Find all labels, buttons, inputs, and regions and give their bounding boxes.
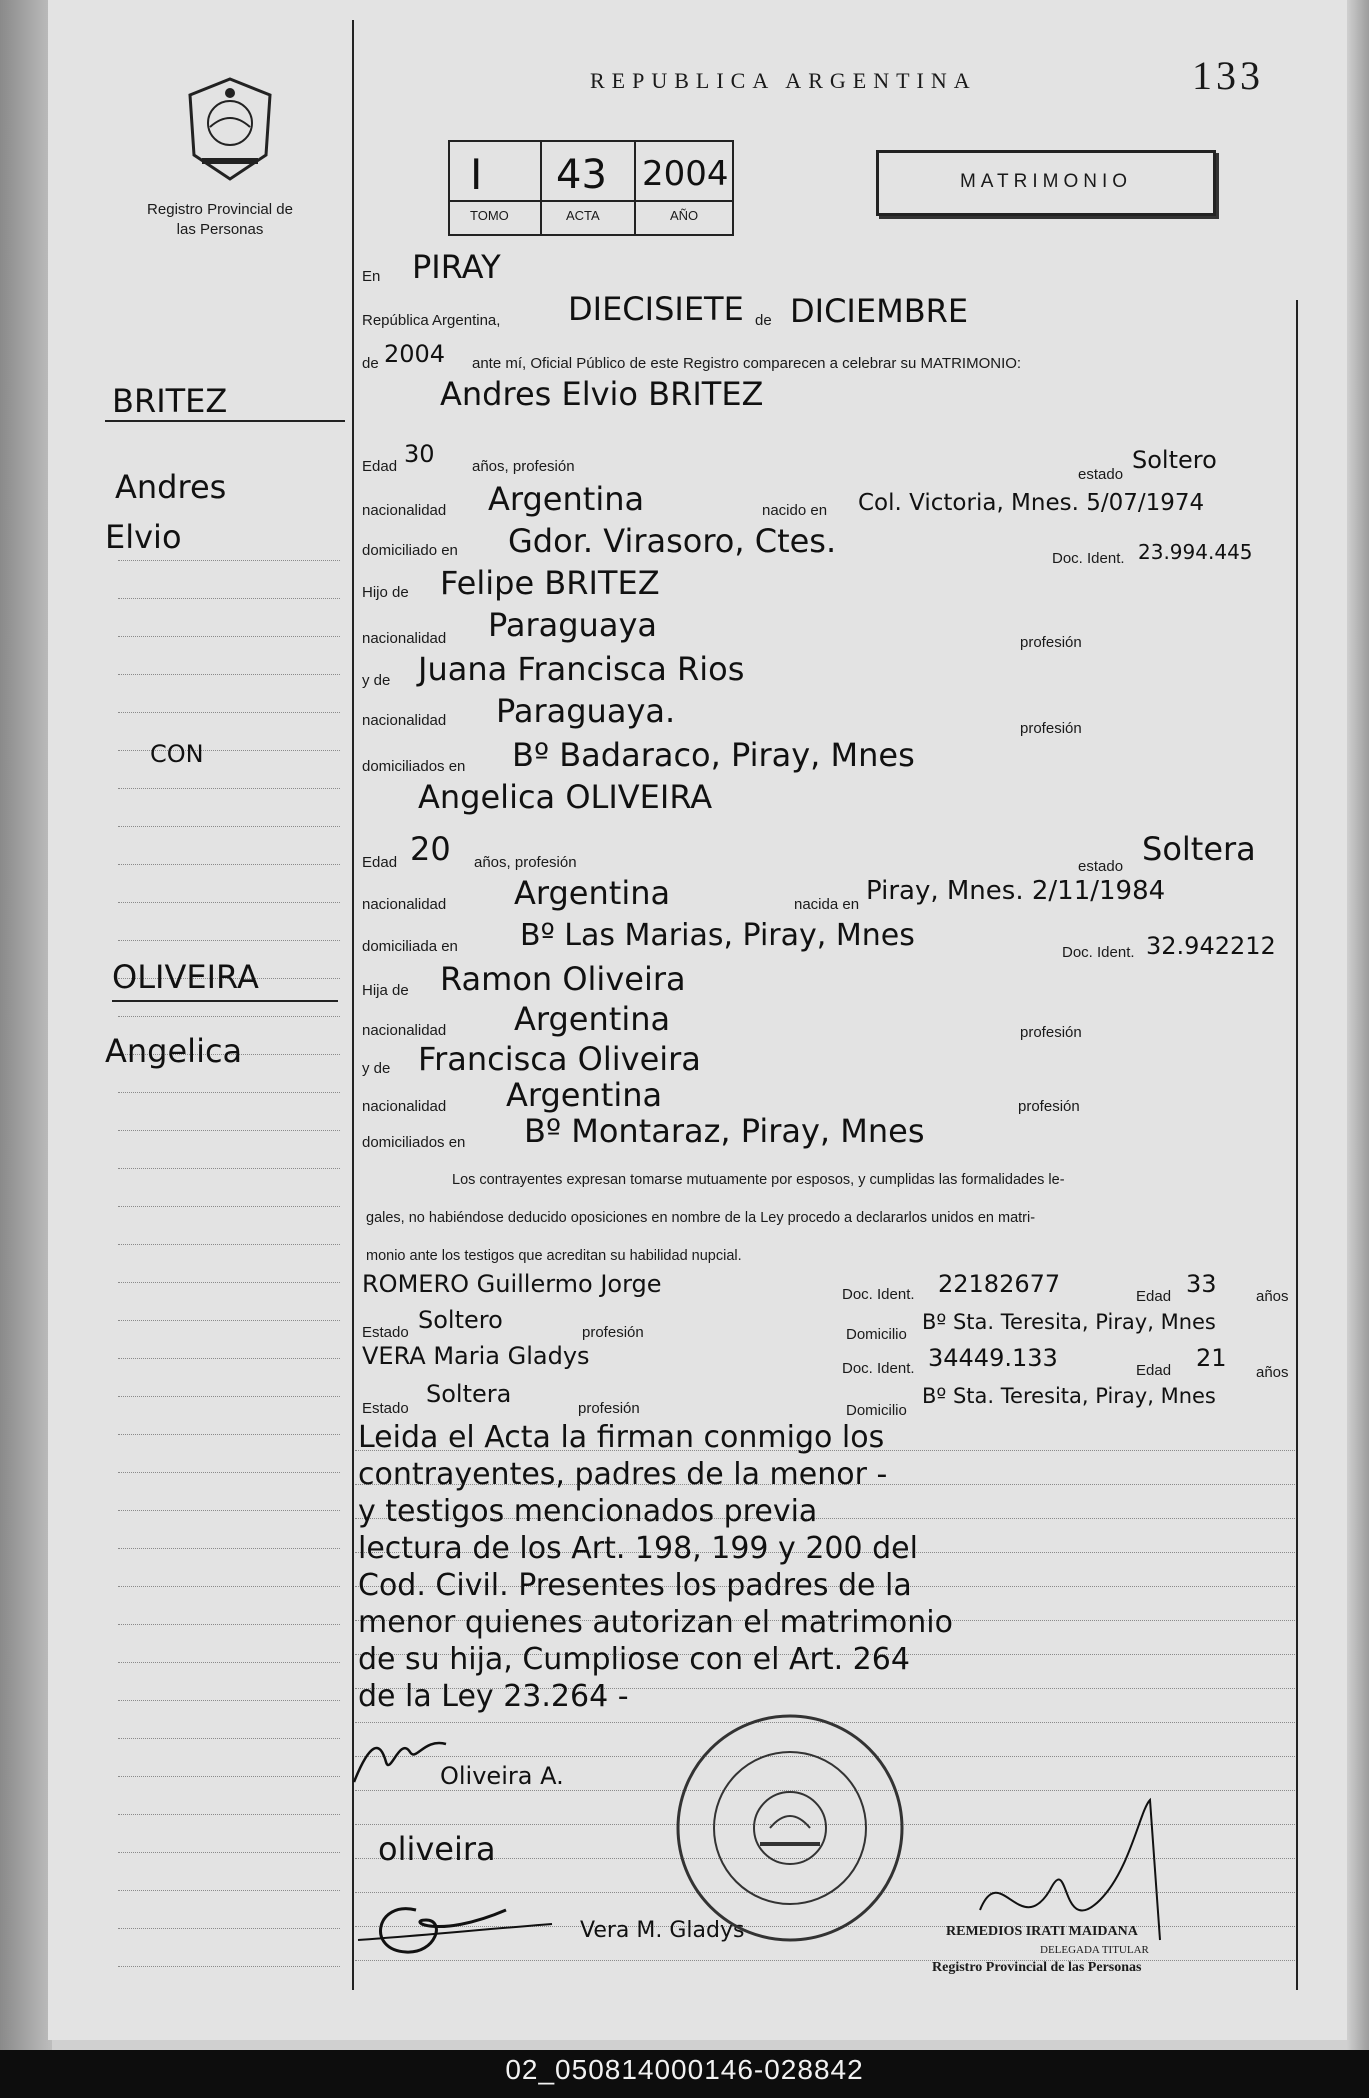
bride-dom-label: domiciliada en (362, 938, 458, 955)
day-value: DIECISIETE (568, 290, 744, 328)
province-emblem-icon (180, 75, 280, 190)
margin-rule (118, 1472, 340, 1473)
bride-father: Ramon Oliveira (440, 960, 686, 998)
tomo-label: TOMO (470, 208, 509, 223)
margin-rule (118, 788, 340, 789)
margin-rule (118, 636, 340, 637)
witness-1-anos-label: años (1256, 1288, 1289, 1305)
witness-2-name: VERA Maria Gladys (362, 1342, 590, 1370)
witness-2-estado: Soltera (426, 1380, 512, 1408)
groom-nacido-label: nacido en (762, 502, 828, 519)
margin-rule (118, 1320, 340, 1321)
ano-value: 2004 (642, 154, 729, 194)
binding-shadow (0, 0, 52, 2050)
groom-doc-label: Doc. Ident. (1052, 550, 1125, 567)
margin-rule (118, 1206, 340, 1207)
witness-2-edad-label: Edad (1136, 1362, 1172, 1379)
year-value: 2004 (384, 340, 446, 368)
groom-nac-label: nacionalidad (362, 502, 447, 519)
intro-text: ante mí, Oficial Público de este Registro comparecen a celebrar su MATRIMONIO: (472, 355, 1022, 372)
groom-parents-dom-label: domiciliados en (362, 758, 466, 775)
declaration-line-1: Los contrayentes expresan tomarse mutuamente por esposos, y cumplidas las formalidades le- (452, 1172, 1065, 1188)
margin-rule (118, 1928, 340, 1929)
bride-full-name: Angelica OLIVEIRA (418, 778, 713, 816)
margin-rule (118, 560, 340, 561)
groom-estado-label: estado (1078, 466, 1124, 483)
scan-id: 02_050814000146-028842 (505, 2054, 864, 2085)
republica-label: República Argentina, (362, 312, 501, 329)
groom-father-nationality: Paraguaya (488, 606, 657, 644)
witness-1-age: 33 (1186, 1270, 1217, 1298)
witness-2-doc-label: Doc. Ident. (842, 1360, 915, 1377)
margin-rule (118, 1396, 340, 1397)
margin-groom-given-2: Elvio (105, 518, 182, 556)
signature-scribble-icon (350, 1732, 450, 1793)
bride-nationality: Argentina (514, 874, 671, 912)
acta-label: ACTA (566, 208, 600, 223)
bride-nac-label: nacionalidad (362, 896, 447, 913)
groom-father-nat-label: nacionalidad (362, 630, 447, 647)
bride-nacida-label: nacida en (794, 896, 860, 913)
margin-rule (118, 1092, 340, 1093)
witness-1-dom-label: Domicilio (846, 1326, 907, 1343)
bride-age: 20 (410, 830, 451, 868)
margin-rule (118, 1700, 340, 1701)
margin-rule (118, 674, 340, 675)
margin-rule (118, 1662, 340, 1663)
witness-1-estado-label: Estado (362, 1324, 409, 1341)
ano-label: AÑO (670, 208, 699, 223)
official-registry: Registro Provincial de las Personas (932, 1960, 1142, 1975)
witness-2-estado-label: Estado (362, 1400, 409, 1417)
de-year-label: de (362, 355, 379, 372)
page-edge-shadow (1347, 0, 1369, 2050)
groom-anos-label: años, profesión (472, 458, 575, 475)
page-number: 133 (1192, 53, 1264, 98)
signature-1: Oliveira A. (440, 1762, 564, 1790)
margin-rule (118, 1852, 340, 1853)
groom-mother: Juana Francisca Rios (418, 650, 745, 688)
right-border (1296, 300, 1298, 1990)
declaration-line-2: gales, no habiéndose deducido oposiciones en nombre de la Ley procedo a declararlos unidos en matri- (366, 1210, 1036, 1226)
bride-edad-label: Edad (362, 854, 398, 871)
margin-rule (118, 902, 340, 903)
margin-rule (118, 1016, 340, 1017)
signature-2: oliveira (378, 1830, 496, 1868)
margin-divider (352, 20, 354, 1990)
month-value: DICIEMBRE (790, 292, 969, 330)
margin-rule (118, 1510, 340, 1511)
groom-doc: 23.994.445 (1138, 540, 1253, 564)
witness-1-doc: 22182677 (938, 1270, 1061, 1298)
bride-father-nat-label: nacionalidad (362, 1022, 447, 1039)
witness-2-anos-label: años (1256, 1364, 1289, 1381)
bride-mother: Francisca Oliveira (418, 1040, 701, 1078)
groom-dom-label: domiciliado en (362, 542, 458, 559)
note-line: de su hija, Cumpliose con el Art. 264 (358, 1642, 910, 1677)
official-title: DELEGADA TITULAR (1040, 1944, 1149, 1956)
groom-father: Felipe BRITEZ (440, 564, 660, 602)
official-stamp-icon (670, 1708, 910, 1953)
witness-1-edad-label: Edad (1136, 1288, 1172, 1305)
margin-rule (118, 864, 340, 865)
margin-bride-given: Angelica (105, 1032, 243, 1070)
bride-estado: Soltera (1142, 830, 1256, 868)
margin-rule (118, 1586, 340, 1587)
margin-rule (118, 1434, 340, 1435)
bride-yde-label: y de (362, 1060, 391, 1077)
document-type: MATRIMONIO (959, 171, 1133, 192)
groom-father-prof-label: profesión (1020, 634, 1082, 651)
tomo-acta-ano-box (448, 140, 734, 236)
witness-2-address: Bº Sta. Teresita, Piray, Mnes (922, 1384, 1216, 1408)
declaration-line-3: monio ante los testigos que acreditan su habilidad nupcial. (366, 1248, 742, 1264)
groom-edad-label: Edad (362, 458, 398, 475)
margin-rule (118, 1814, 340, 1815)
country-title: REPUBLICA ARGENTINA (590, 68, 977, 93)
bride-estado-label: estado (1078, 858, 1124, 875)
note-line: Cod. Civil. Presentes los padres de la (358, 1568, 912, 1603)
margin-rule (118, 1966, 340, 1967)
groom-nationality: Argentina (488, 480, 645, 518)
bride-anos-label: años, profesión (474, 854, 577, 871)
bride-mother-nationality: Argentina (506, 1076, 663, 1114)
margin-bride-surname: OLIVEIRA (112, 958, 259, 996)
witness-2-age: 21 (1196, 1344, 1227, 1372)
note-line: menor quienes autorizan el matrimonio (358, 1605, 953, 1640)
bride-father-prof-label: profesión (1020, 1024, 1082, 1041)
margin-rule (118, 712, 340, 713)
matrimonio-box (876, 150, 1216, 216)
bride-parents-dom-label: domiciliados en (362, 1134, 466, 1151)
note-line: Leida el Acta la firman conmigo los (358, 1420, 885, 1455)
signature-3: Vera M. Gladys (580, 1918, 745, 1943)
witness-2-prof-label: profesión (578, 1400, 640, 1417)
note-line: de la Ley 23.264 - (358, 1679, 629, 1714)
witness-1-name: ROMERO Guillermo Jorge (362, 1270, 662, 1298)
groom-hijo-label: Hijo de (362, 584, 409, 601)
groom-full-name: Andres Elvio BRITEZ (440, 375, 764, 413)
note-line: lectura de los Art. 198, 199 y 200 del (358, 1531, 918, 1566)
note-line: contrayentes, padres de la menor - (358, 1457, 888, 1492)
witness-1-prof-label: profesión (582, 1324, 644, 1341)
bride-doc: 32.942212 (1146, 932, 1276, 960)
margin-connector: CON (150, 740, 204, 768)
groom-mother-nat-label: nacionalidad (362, 712, 447, 729)
margin-rule (118, 1244, 340, 1245)
margin-groom-surname: BRITEZ (112, 382, 228, 420)
groom-mother-prof-label: profesión (1020, 720, 1082, 737)
de-label: de (755, 312, 772, 329)
margin-rule (118, 1358, 340, 1359)
margin-rule (118, 598, 340, 599)
witness-1-doc-label: Doc. Ident. (842, 1286, 915, 1303)
bride-father-nationality: Argentina (514, 1000, 671, 1038)
groom-age: 30 (404, 440, 435, 468)
signature-flourish-icon (356, 1880, 556, 1975)
bride-parents-address: Bº Montaraz, Piray, Mnes (524, 1112, 925, 1150)
margin-rule (118, 1130, 340, 1131)
margin-rule (118, 826, 340, 827)
bride-mother-prof-label: profesión (1018, 1098, 1080, 1115)
official-name: REMEDIOS IRATI MAIDANA (946, 1924, 1138, 1939)
bride-doc-label: Doc. Ident. (1062, 944, 1135, 961)
bride-address: Bº Las Marias, Piray, Mnes (520, 918, 915, 953)
groom-mother-nationality: Paraguaya. (496, 692, 676, 730)
margin-rule (118, 1624, 340, 1625)
groom-address: Gdor. Virasoro, Ctes. (508, 522, 837, 560)
margin-rule (118, 1776, 340, 1777)
margin-groom-given-1: Andres (115, 468, 227, 506)
place-value: PIRAY (412, 248, 501, 286)
bride-mother-nat-label: nacionalidad (362, 1098, 447, 1115)
groom-birth: Col. Victoria, Mnes. 5/07/1974 (858, 490, 1205, 516)
tomo-value: I (470, 150, 483, 199)
registry-name: Registro Provincial de las Personas (147, 201, 293, 238)
margin-rule (118, 1548, 340, 1549)
bride-hija-label: Hija de (362, 982, 409, 999)
en-label: En (362, 268, 381, 285)
witness-2-doc: 34449.133 (928, 1344, 1058, 1372)
margin-rule (118, 1168, 340, 1169)
witness-1-estado: Soltero (418, 1306, 503, 1334)
witness-2-dom-label: Domicilio (846, 1402, 907, 1419)
note-line: y testigos mencionados previa (358, 1494, 818, 1529)
margin-rule (118, 1890, 340, 1891)
groom-yde-label: y de (362, 672, 391, 689)
margin-rule (118, 1738, 340, 1739)
witness-1-address: Bº Sta. Teresita, Piray, Mnes (922, 1310, 1216, 1334)
groom-estado: Soltero (1132, 446, 1217, 474)
acta-value: 43 (556, 152, 607, 198)
bride-birth: Piray, Mnes. 2/11/1984 (866, 876, 1166, 906)
groom-parents-address: Bº Badaraco, Piray, Mnes (512, 736, 915, 774)
margin-rule (118, 1282, 340, 1283)
margin-rule (118, 940, 340, 941)
